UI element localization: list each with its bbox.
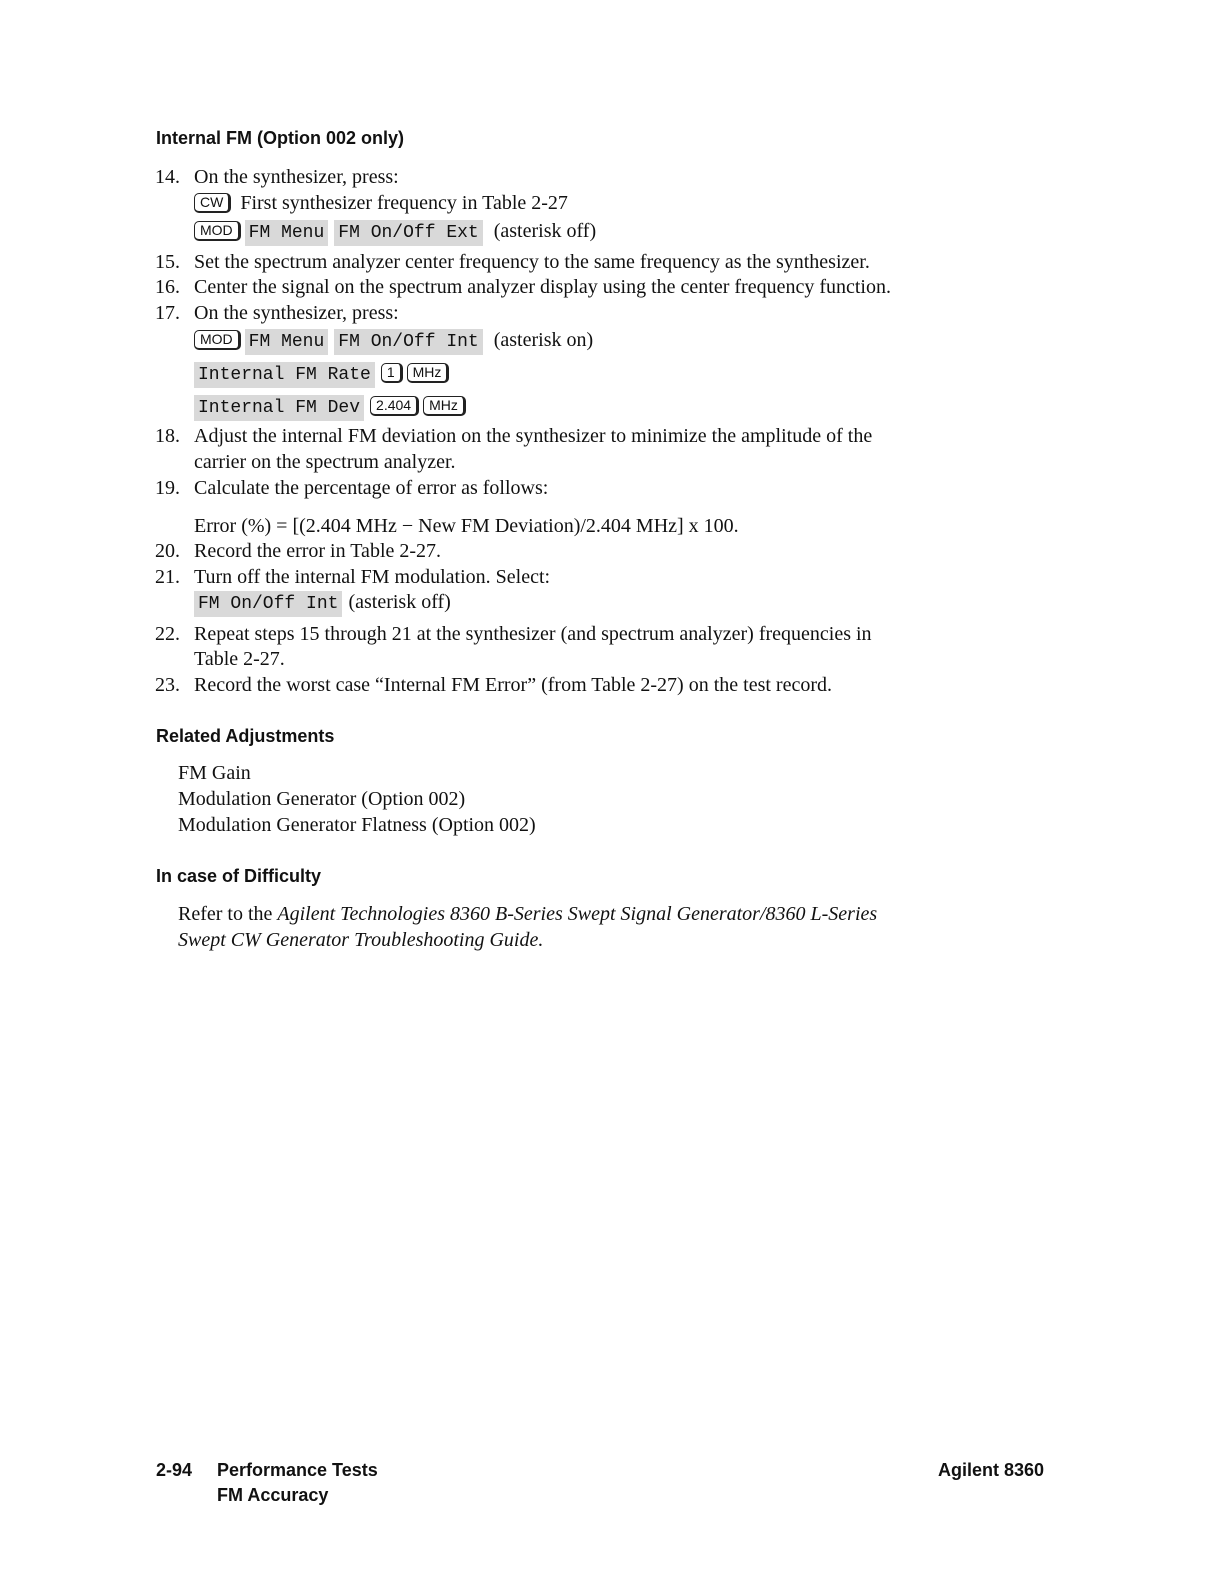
mhz-key: MHz xyxy=(423,396,466,416)
key-1: 1 xyxy=(381,363,403,383)
step-number: 15. xyxy=(155,251,180,273)
guide-title: Agilent Technologies 8360 B-Series Swept Signal Generator/8360 L-Series xyxy=(277,903,878,925)
step-text: Turn off the internal FM modulation. Select: xyxy=(194,566,551,588)
step-number: 21. xyxy=(155,566,180,588)
mhz-key: MHz xyxy=(407,363,450,383)
footer-section: Performance Tests xyxy=(217,1460,378,1480)
softkey-fm-on-off-int: FM On/Off Int xyxy=(194,591,342,617)
mod-key: MOD xyxy=(194,221,241,241)
step-text: Center the signal on the spectrum analyzer display using the center frequency function. xyxy=(194,276,891,298)
step-text: On the synthesizer, press: xyxy=(194,166,399,188)
step-17-line-c xyxy=(194,394,470,421)
step-17-line-a xyxy=(194,328,593,355)
footer-product: Agilent 8360 xyxy=(938,1460,1045,1480)
step-text: (asterisk off) xyxy=(493,220,597,242)
refer-prefix: Refer to the xyxy=(178,903,273,925)
softkey-fm-on-off-ext: FM On/Off Ext xyxy=(334,220,482,246)
cw-key: CW xyxy=(194,193,231,213)
step-14-line-b xyxy=(194,219,596,246)
section-heading-related-adjustments: Related Adjustments xyxy=(156,726,335,746)
section-heading-internal-fm: Internal FM (Option 002 only) xyxy=(156,128,405,148)
key-2-404: 2.404 xyxy=(370,396,419,416)
step-number: 22. xyxy=(155,623,180,645)
related-item: FM Gain xyxy=(178,762,251,784)
error-formula: Error (%) = [(2.404 MHz − New FM Deviation)/2.404 MHz] x 100. xyxy=(194,515,739,537)
difficulty-line-2: Swept CW Generator Troubleshooting Guide. xyxy=(178,929,544,951)
step-text: First synthesizer frequency in Table 2-27 xyxy=(240,192,568,214)
step-text: Record the error in Table 2-27. xyxy=(194,540,442,562)
step-22-line-2: Table 2-27. xyxy=(194,648,285,670)
step-14-line-a xyxy=(194,191,568,215)
related-item: Modulation Generator Flatness (Option 002) xyxy=(178,814,536,836)
softkey-fm-menu: FM Menu xyxy=(245,220,329,246)
step-text: On the synthesizer, press: xyxy=(194,302,399,324)
softkey-fm-on-off-int: FM On/Off Int xyxy=(334,329,482,355)
step-text: Repeat steps 15 through 21 at the synthesizer (and spectrum analyzer) frequencies in xyxy=(194,623,872,645)
softkey-internal-fm-rate: Internal FM Rate xyxy=(194,362,375,388)
step-text: Record the worst case “Internal FM Error” (from Table 2-27) on the test record. xyxy=(194,674,832,696)
step-number: 16. xyxy=(155,276,180,298)
softkey-fm-menu: FM Menu xyxy=(245,329,329,355)
related-item: Modulation Generator (Option 002) xyxy=(178,788,466,810)
section-heading-difficulty: In case of Difficulty xyxy=(156,866,322,886)
step-number: 18. xyxy=(155,425,180,447)
step-number: 20. xyxy=(155,540,180,562)
footer-page-number: 2-94 xyxy=(156,1460,193,1480)
mod-key: MOD xyxy=(194,330,241,350)
difficulty-line-1 xyxy=(178,902,877,926)
step-17-line-b xyxy=(194,361,453,388)
step-text: (asterisk on) xyxy=(493,329,594,351)
step-number: 19. xyxy=(155,477,180,499)
footer-subsection: FM Accuracy xyxy=(217,1485,329,1505)
step-number: 14. xyxy=(155,166,180,188)
step-text: Adjust the internal FM deviation on the synthesizer to minimize the amplitude of the xyxy=(194,425,873,447)
step-text: Set the spectrum analyzer center frequency to the same frequency as the synthesizer. xyxy=(194,251,870,273)
step-number: 17. xyxy=(155,302,180,324)
step-21-line-a xyxy=(194,590,451,617)
step-text: Calculate the percentage of error as follows: xyxy=(194,477,549,499)
step-text: (asterisk off) xyxy=(348,591,451,613)
step-number: 23. xyxy=(155,674,180,696)
softkey-internal-fm-dev: Internal FM Dev xyxy=(194,395,364,421)
step-18-line-2: carrier on the spectrum analyzer. xyxy=(194,451,456,473)
